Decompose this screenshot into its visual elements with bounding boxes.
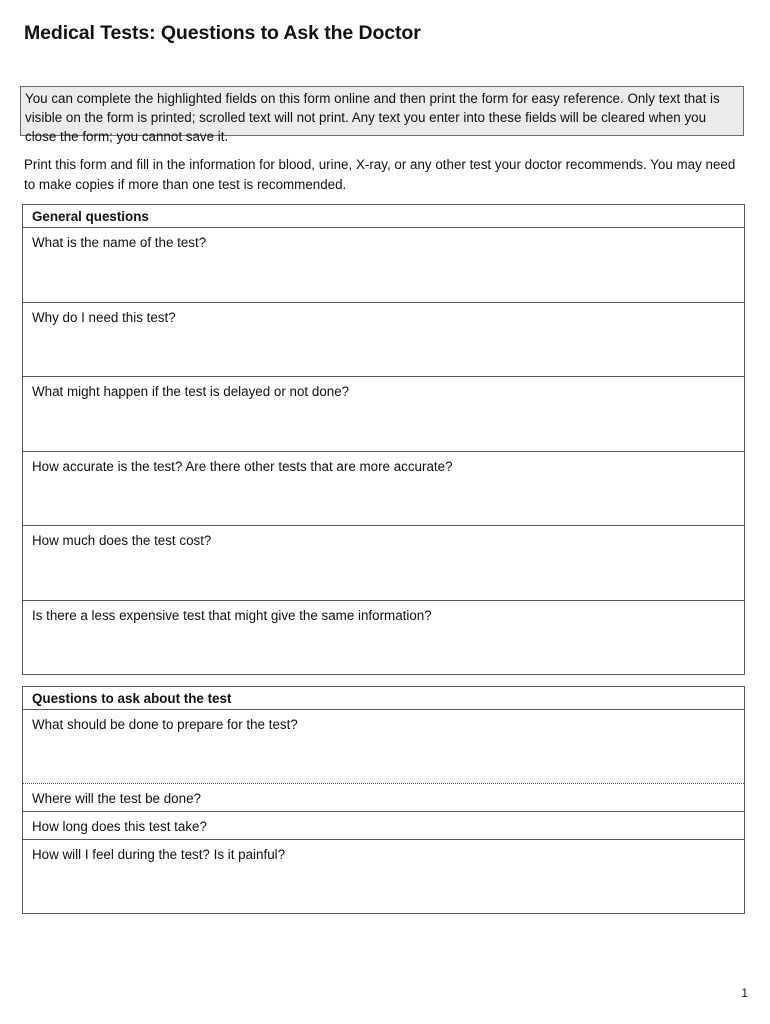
question-label: What might happen if the test is delayed or not done? bbox=[32, 384, 350, 399]
question-label: What is the name of the test? bbox=[32, 235, 207, 250]
question-field-test-name[interactable] bbox=[23, 228, 744, 303]
question-field-how-feel[interactable] bbox=[23, 840, 744, 913]
page-number: 1 bbox=[741, 986, 748, 1000]
question-field-prepare[interactable] bbox=[23, 710, 744, 784]
highlighted-fields-notice: You can complete the highlighted fields on this form online and then print the form for easy reference. Only text that is visible on the form is printed; scrolled text will not print. Any text you enter into these fields will be cleared when you close the form; you cannot save it. bbox=[20, 86, 744, 136]
question-field-where[interactable] bbox=[23, 784, 744, 812]
intro-paragraph: Print this form and fill in the information for blood, urine, X-ray, or any other test your doctor recommends. You may need to make copies if more than one test is recommended. bbox=[24, 157, 736, 192]
question-field-why-needed[interactable] bbox=[23, 303, 744, 377]
question-field-less-expensive[interactable] bbox=[23, 601, 744, 674]
question-label: How accurate is the test? Are there other tests that are more accurate? bbox=[32, 459, 453, 474]
question-label: How much does the test cost? bbox=[32, 533, 212, 548]
question-field-how-long[interactable] bbox=[23, 812, 744, 840]
test-questions-heading: Questions to ask about the test bbox=[23, 687, 744, 710]
question-field-cost[interactable] bbox=[23, 526, 744, 601]
question-field-accuracy[interactable] bbox=[23, 452, 744, 526]
page-title: Medical Tests: Questions to Ask the Doctor bbox=[24, 22, 421, 44]
test-questions-table bbox=[22, 686, 745, 914]
question-label: How will I feel during the test? Is it painful? bbox=[32, 847, 286, 862]
general-questions-table bbox=[22, 204, 745, 675]
question-label: Is there a less expensive test that might give the same information? bbox=[32, 608, 432, 623]
question-label: What should be done to prepare for the test? bbox=[32, 717, 298, 732]
question-label: Why do I need this test? bbox=[32, 310, 176, 325]
question-label: How long does this test take? bbox=[32, 819, 207, 834]
general-questions-heading: General questions bbox=[23, 205, 744, 228]
question-field-if-delayed[interactable] bbox=[23, 377, 744, 452]
question-label: Where will the test be done? bbox=[32, 791, 201, 806]
